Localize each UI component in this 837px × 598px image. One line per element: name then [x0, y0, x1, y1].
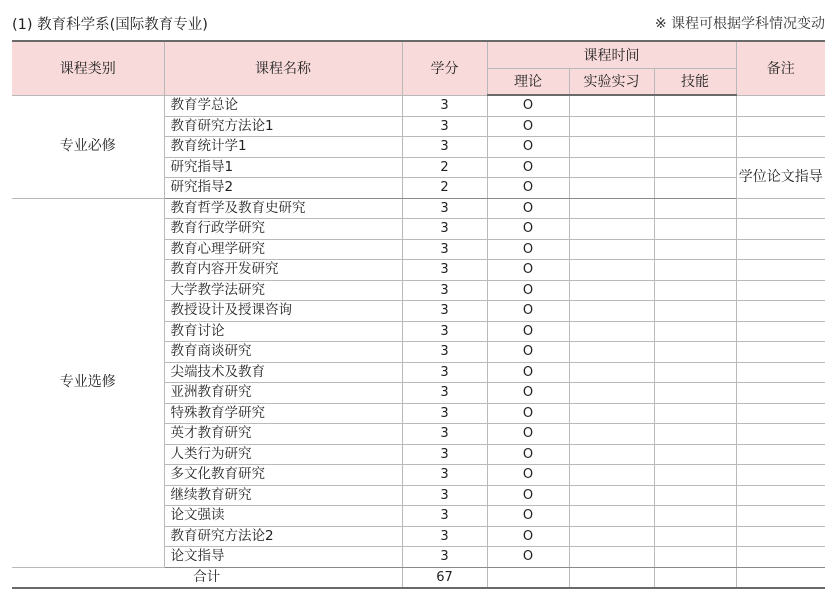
theory-cell: O: [487, 239, 569, 260]
skill-cell: [654, 137, 736, 158]
remark-cell: [736, 485, 825, 506]
credits-cell: 3: [402, 116, 487, 137]
theory-cell: O: [487, 465, 569, 486]
lab-cell: [569, 424, 654, 445]
total-remark-cell: [736, 567, 825, 588]
remark-cell: [736, 260, 825, 281]
credits-cell: 3: [402, 465, 487, 486]
credits-cell: 2: [402, 157, 487, 178]
header-skill: 技能: [654, 68, 736, 95]
course-name-cell: 教育哲学及教育史研究: [164, 198, 402, 219]
theory-cell: O: [487, 198, 569, 219]
curriculum-table: [12, 40, 825, 589]
theory-cell: O: [487, 547, 569, 568]
total-lab-cell: [569, 567, 654, 588]
theory-cell: O: [487, 383, 569, 404]
course-name-cell: 教育学总论: [164, 95, 402, 116]
credits-cell: 3: [402, 219, 487, 240]
theory-cell: O: [487, 280, 569, 301]
credits-cell: 3: [402, 362, 487, 383]
header-course-time: 课程时间: [487, 41, 736, 68]
lab-cell: [569, 526, 654, 547]
change-note: ※ 课程可根据学科情况变动: [654, 16, 825, 32]
lab-cell: [569, 116, 654, 137]
skill-cell: [654, 157, 736, 178]
course-name-cell: 教育商谈研究: [164, 342, 402, 363]
lab-cell: [569, 342, 654, 363]
credits-cell: 3: [402, 526, 487, 547]
remark-cell: [736, 95, 825, 116]
skill-cell: [654, 465, 736, 486]
course-name-cell: 人类行为研究: [164, 444, 402, 465]
remark-cell: [736, 506, 825, 527]
table-body: [12, 95, 825, 588]
remark-cell: [736, 342, 825, 363]
remark-cell: [736, 280, 825, 301]
skill-cell: [654, 383, 736, 404]
skill-cell: [654, 321, 736, 342]
course-name-cell: 继续教育研究: [164, 485, 402, 506]
lab-cell: [569, 137, 654, 158]
credits-cell: 3: [402, 321, 487, 342]
table-row: [12, 198, 825, 219]
theory-cell: O: [487, 424, 569, 445]
skill-cell: [654, 485, 736, 506]
theory-cell: O: [487, 403, 569, 424]
skill-cell: [654, 424, 736, 445]
credits-cell: 3: [402, 95, 487, 116]
course-name-cell: 论文指导: [164, 547, 402, 568]
skill-cell: [654, 260, 736, 281]
lab-cell: [569, 362, 654, 383]
header-lab: 实验实习: [569, 68, 654, 95]
lab-cell: [569, 485, 654, 506]
skill-cell: [654, 219, 736, 240]
total-credits: 67: [402, 567, 487, 588]
theory-cell: O: [487, 116, 569, 137]
course-name-cell: 教育讨论: [164, 321, 402, 342]
remark-cell: [736, 116, 825, 137]
course-name-cell: 教授设计及授课咨询: [164, 301, 402, 322]
course-name-cell: 教育统计学1: [164, 137, 402, 158]
lab-cell: [569, 321, 654, 342]
lab-cell: [569, 95, 654, 116]
credits-cell: 3: [402, 383, 487, 404]
lab-cell: [569, 260, 654, 281]
theory-cell: O: [487, 95, 569, 116]
remark-cell: 学位论文指导: [736, 157, 825, 198]
remark-cell: [736, 219, 825, 240]
course-name-cell: 教育心理学研究: [164, 239, 402, 260]
course-name-cell: 尖端技术及教育: [164, 362, 402, 383]
skill-cell: [654, 444, 736, 465]
skill-cell: [654, 362, 736, 383]
remark-cell: [736, 383, 825, 404]
skill-cell: [654, 116, 736, 137]
header-category: 课程类别: [12, 41, 164, 95]
lab-cell: [569, 280, 654, 301]
course-name-cell: 论文强读: [164, 506, 402, 527]
credits-cell: 3: [402, 547, 487, 568]
section-title: (1) 教育科学系(国际教育专业): [12, 17, 208, 33]
lab-cell: [569, 465, 654, 486]
course-name-cell: 研究指导2: [164, 178, 402, 199]
skill-cell: [654, 526, 736, 547]
theory-cell: O: [487, 321, 569, 342]
credits-cell: 3: [402, 444, 487, 465]
theory-cell: O: [487, 219, 569, 240]
credits-cell: 3: [402, 506, 487, 527]
remark-cell: [736, 465, 825, 486]
skill-cell: [654, 95, 736, 116]
course-name-cell: 英才教育研究: [164, 424, 402, 445]
remark-cell: [736, 321, 825, 342]
lab-cell: [569, 239, 654, 260]
remark-cell: [736, 198, 825, 219]
lab-cell: [569, 403, 654, 424]
credits-cell: 3: [402, 424, 487, 445]
course-name-cell: 多文化教育研究: [164, 465, 402, 486]
course-name-cell: 大学教学法研究: [164, 280, 402, 301]
header-credits: 学分: [402, 41, 487, 95]
total-theory-cell: [487, 567, 569, 588]
course-name-cell: 研究指导1: [164, 157, 402, 178]
credits-cell: 2: [402, 178, 487, 199]
credits-cell: 3: [402, 280, 487, 301]
course-name-cell: 教育研究方法论1: [164, 116, 402, 137]
table-header: [12, 41, 825, 95]
remark-cell: [736, 444, 825, 465]
lab-cell: [569, 157, 654, 178]
skill-cell: [654, 342, 736, 363]
course-name-cell: 教育内容开发研究: [164, 260, 402, 281]
skill-cell: [654, 198, 736, 219]
course-name-cell: 教育研究方法论2: [164, 526, 402, 547]
header-theory: 理论: [487, 68, 569, 95]
lab-cell: [569, 444, 654, 465]
theory-cell: O: [487, 362, 569, 383]
credits-cell: 3: [402, 260, 487, 281]
table-row: [12, 95, 825, 116]
remark-cell: [736, 362, 825, 383]
credits-cell: 3: [402, 198, 487, 219]
lab-cell: [569, 547, 654, 568]
remark-cell: [736, 239, 825, 260]
course-name-cell: 特殊教育学研究: [164, 403, 402, 424]
category-cell: 专业必修: [12, 95, 164, 198]
theory-cell: O: [487, 137, 569, 158]
remark-cell: [736, 424, 825, 445]
skill-cell: [654, 547, 736, 568]
theory-cell: O: [487, 260, 569, 281]
total-skill-cell: [654, 567, 736, 588]
credits-cell: 3: [402, 301, 487, 322]
total-row: [12, 567, 825, 588]
category-cell: 专业选修: [12, 198, 164, 567]
lab-cell: [569, 219, 654, 240]
credits-cell: 3: [402, 342, 487, 363]
theory-cell: O: [487, 342, 569, 363]
remark-cell: [736, 403, 825, 424]
theory-cell: O: [487, 178, 569, 199]
lab-cell: [569, 506, 654, 527]
course-name-cell: 亚洲教育研究: [164, 383, 402, 404]
header-course-name: 课程名称: [164, 41, 402, 95]
remark-cell: [736, 137, 825, 158]
skill-cell: [654, 178, 736, 199]
lab-cell: [569, 178, 654, 199]
lab-cell: [569, 383, 654, 404]
lab-cell: [569, 301, 654, 322]
theory-cell: O: [487, 444, 569, 465]
theory-cell: O: [487, 526, 569, 547]
remark-cell: [736, 301, 825, 322]
skill-cell: [654, 301, 736, 322]
credits-cell: 3: [402, 137, 487, 158]
credits-cell: 3: [402, 485, 487, 506]
course-name-cell: 教育行政学研究: [164, 219, 402, 240]
remark-cell: [736, 547, 825, 568]
theory-cell: O: [487, 301, 569, 322]
skill-cell: [654, 506, 736, 527]
skill-cell: [654, 403, 736, 424]
theory-cell: O: [487, 485, 569, 506]
credits-cell: 3: [402, 239, 487, 260]
skill-cell: [654, 239, 736, 260]
lab-cell: [569, 198, 654, 219]
credits-cell: 3: [402, 403, 487, 424]
header-remark: 备注: [736, 41, 825, 95]
skill-cell: [654, 280, 736, 301]
total-label: 合计: [12, 567, 402, 588]
remark-cell: [736, 526, 825, 547]
theory-cell: O: [487, 157, 569, 178]
theory-cell: O: [487, 506, 569, 527]
